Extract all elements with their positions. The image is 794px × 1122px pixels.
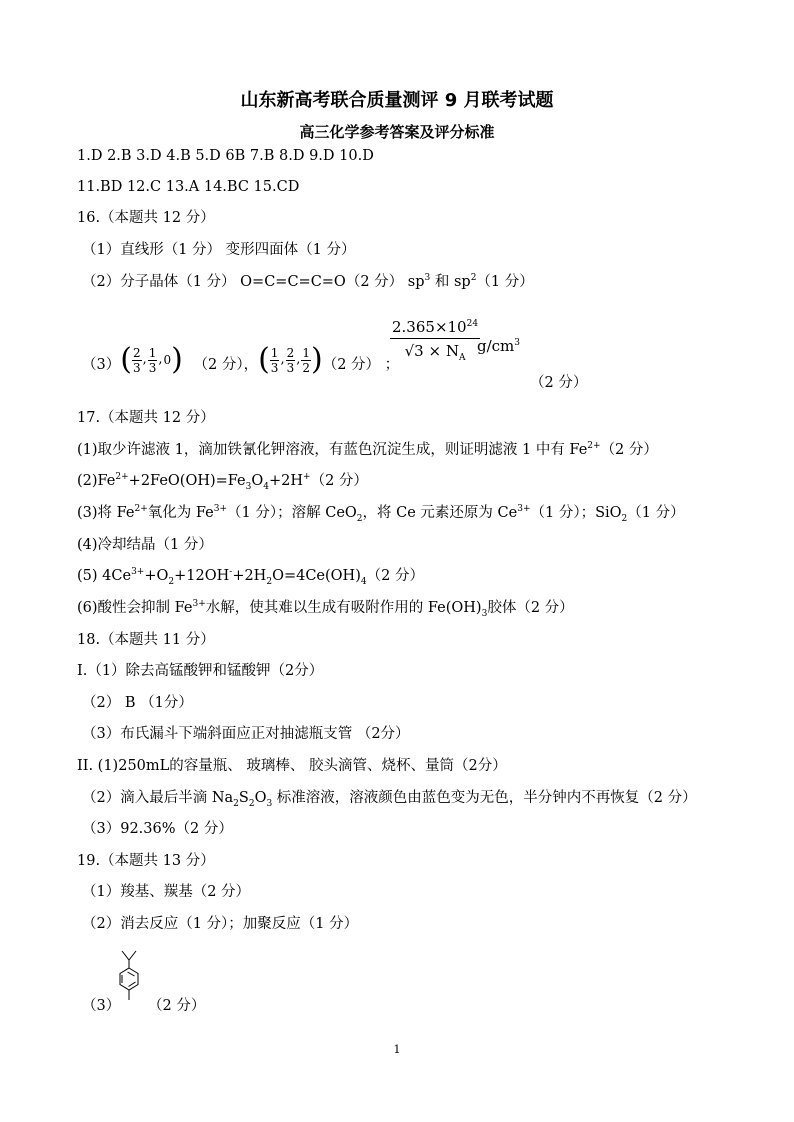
- q16-part1: （1）直线形（1 分） 变形四面体（1 分）: [82, 242, 356, 258]
- q19-part1: （1）羧基、羰基（2 分）: [82, 884, 251, 900]
- q18-i-part2: （2） B （1分）: [82, 695, 193, 711]
- q19-part3-score: （2 分）: [148, 998, 206, 1014]
- fraction-coordinate-2: ( $\frac{1}{3}$ , $\frac{2}{3}$ , $\frac{1}{2}$ ): [258, 342, 323, 377]
- density-unit: $g/cm^3$: [477, 337, 521, 355]
- q19-heading: 19.（本题共 13 分）: [77, 853, 215, 869]
- q19-part2: （2）消去反应（1 分）；加聚反应（1 分）: [82, 916, 359, 932]
- q18-i-part3: （3）布氏漏斗下端斜面应正对抽滤瓶支管 （2分）: [82, 726, 410, 742]
- fraction-coordinate-1: ( $\frac{2}{3}$ , $\frac{1}{3}$ , 0 ): [120, 342, 183, 377]
- q18-ii-part3: （3）92.36%（2 分）: [82, 821, 233, 837]
- q17-part4: (4)冷却结晶（1 分）: [77, 537, 213, 553]
- q18-ii-part2: （2）滴入最后半滴 $Na_2S_2O_3$ 标准溶液，溶液颜色由蓝色变为无色，半分钟内不再恢复（2 分）: [82, 790, 697, 809]
- answers-row-1: 1.D 2.B 3.D 4.B 5.D 6B 7.B 8.D 9.D 10.D: [77, 148, 374, 164]
- page-number: 1: [393, 1043, 401, 1056]
- q18-heading: 18.（本题共 11 分）: [77, 632, 215, 648]
- p-cymene-structure-icon: [112, 948, 146, 1014]
- q17-heading: 17.（本题共 12 分）: [77, 410, 215, 426]
- density-formula: $2.365\times 10^{24}$ $√3 \times N_A$: [392, 318, 479, 363]
- q17-part5: (5) $4Ce^{3+}+O_2+12OH^-+2H_2O=4Ce(OH)_4(2$ 分）: [77, 567, 424, 587]
- answers-row-2: 11.BD 12.C 13.A 14.BC 15.CD: [77, 179, 300, 195]
- q17-part6: (6)酸性会抑制 $Fe^{3+}$水解，使其难以生成有吸附作用的 $Fe(OH)_3$胶体（2 分）: [77, 599, 574, 619]
- q16-heading: 16.（本题共 12 分）: [77, 210, 215, 226]
- q19-part3-label: （3）: [82, 998, 121, 1014]
- q16-part3: （3） ( $\frac{2}{3}$ , $\frac{1}{3}$ , 0 ) （2 分）， ( $\frac{1}{3}$ , $\frac{2}{3}$ , $\frac{1}{2}$ ) （2 分） ；: [82, 340, 399, 385]
- q17-part3: (3)将 $Fe^{2+}$氧化为 $Fe^{3+}(1$ 分）；溶解 CeO$_2$，将 Ce 元素还原为 $Ce^{3+}(1$ 分）；SiO$_2$（1 分）: [77, 504, 685, 524]
- q18-ii-part1: II. (1)250mL的容量瓶、 玻璃棒、 胶头滴管、烧杯、量筒（2分）: [77, 758, 507, 774]
- q17-part1: (1)取少许滤液 1，滴加铁氰化钾溶液，有蓝色沉淀生成，则证明滤液 1 中有 $Fe^{2+}(2$ 分）: [77, 441, 658, 458]
- q18-i-part1: I.（1）除去高锰酸钾和锰酸钾（2分）: [77, 663, 324, 679]
- page-title: 山东新高考联合质量测评 9 月联考试题: [240, 90, 554, 111]
- q16-part2: （2）分子晶体（1 分） O=C=C=C=O（2 分） $sp^3$ 和 $sp^2(1$ 分）: [82, 273, 534, 290]
- q16-part3-score: （2 分）: [530, 375, 588, 391]
- page-subtitle: 高三化学参考答案及评分标准: [299, 123, 495, 141]
- q17-part2: $(2)Fe^{2+}+2FeO(OH)=Fe_3O_4+2H^+(2$ 分）: [77, 472, 368, 492]
